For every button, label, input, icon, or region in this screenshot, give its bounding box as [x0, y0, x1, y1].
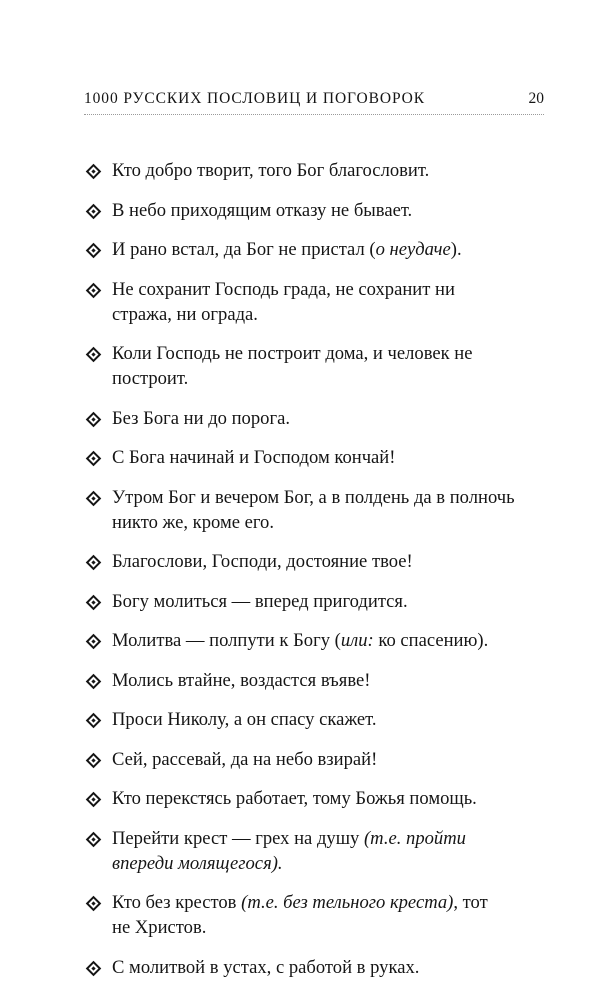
- proverb-text: [112, 707, 546, 732]
- proverb-item: [86, 341, 546, 391]
- proverb-text-part: Не сохранит Господь града, не сохранит ни стража, ни ограда.: [112, 278, 455, 325]
- diamond-bullet-icon: [86, 451, 102, 467]
- proverb-note: о неудаче: [375, 239, 451, 260]
- proverb-list: [86, 158, 546, 994]
- proverb-text: [112, 198, 546, 223]
- proverb-item: [86, 549, 546, 574]
- diamond-bullet-icon: [86, 490, 102, 506]
- proverb-item: [86, 237, 546, 262]
- proverb-text-part: Кто добро творит, того Бог благословит.: [112, 160, 430, 181]
- proverb-text: [112, 786, 546, 811]
- proverb-text-part: ).: [450, 239, 462, 260]
- diamond-bullet-icon: [86, 243, 102, 259]
- proverb-text: [112, 406, 546, 431]
- header-divider: [84, 114, 544, 115]
- proverb-text-part: В небо приходящим отказу не бывает.: [112, 199, 413, 221]
- diamond-bullet-icon: [86, 203, 102, 219]
- proverb-text: [112, 628, 546, 653]
- diamond-bullet-icon: [86, 752, 102, 768]
- proverb-item: [86, 668, 546, 693]
- proverb-text-part: Кто без крестов: [112, 892, 242, 913]
- proverb-text-part: С Бога начинай и Господом кончай!: [112, 447, 396, 468]
- diamond-bullet-icon: [86, 411, 102, 427]
- proverb-text: [112, 158, 546, 183]
- proverb-item: [86, 747, 546, 772]
- diamond-bullet-icon: [86, 896, 102, 912]
- diamond-bullet-icon: [86, 594, 102, 610]
- proverb-text-part: Перейти крест — грех на душу: [112, 827, 364, 849]
- proverb-text: [112, 277, 546, 327]
- proverb-text-part: Утром Бог и вечером Бог, а в полдень да в полночь никто же, кроме его.: [112, 486, 515, 533]
- proverb-item: [86, 589, 546, 614]
- proverb-item: [86, 628, 546, 653]
- proverb-item: [86, 955, 546, 980]
- proverb-item: [86, 485, 546, 535]
- running-title: 1000 РУССКИХ ПОСЛОВИЦ И ПОГОВОРОК: [84, 90, 425, 107]
- proverb-item: [86, 826, 546, 876]
- proverb-text-part: ко спасению).: [373, 630, 489, 651]
- proverb-text: [112, 589, 546, 614]
- proverb-text-part: Проси Николу, а он спасу скажет.: [112, 709, 377, 730]
- proverb-text-part: Молитва — полпути к Богу (: [112, 630, 341, 651]
- proverb-note: или:: [340, 630, 374, 651]
- proverb-text-part: Без Бога ни до порога.: [112, 407, 290, 429]
- proverb-text-part: Кто перекстясь работает, тому Божья помощь.: [112, 788, 477, 809]
- proverb-text-part: Богу молиться — вперед пригодится.: [112, 590, 408, 612]
- proverb-text: [112, 668, 546, 693]
- diamond-bullet-icon: [86, 713, 102, 729]
- page-header: [84, 90, 544, 114]
- diamond-bullet-icon: [86, 282, 102, 298]
- diamond-bullet-icon: [86, 792, 102, 808]
- proverb-item: [86, 707, 546, 732]
- diamond-bullet-icon: [86, 960, 102, 976]
- proverb-item: [86, 198, 546, 223]
- page-number: 20: [528, 90, 544, 107]
- proverb-text: [112, 826, 546, 876]
- proverb-text: [112, 445, 546, 470]
- proverb-text: [112, 237, 546, 262]
- proverb-note: (т.е. без тельного креста): [241, 892, 454, 913]
- diamond-bullet-icon: [86, 831, 102, 847]
- proverb-text-part: , тот не Христов.: [112, 892, 488, 938]
- proverb-text-part: Благослови, Господи, достояние твое!: [112, 551, 413, 572]
- proverb-text: [112, 747, 546, 772]
- proverb-text: [112, 549, 546, 574]
- diamond-bullet-icon: [86, 164, 102, 180]
- proverb-text-part: С молитвой в устах, с работой в руках.: [112, 956, 420, 978]
- proverb-text: [112, 890, 546, 940]
- proverb-item: [86, 406, 546, 431]
- proverb-text: [112, 485, 546, 535]
- proverb-item: [86, 158, 546, 183]
- proverb-text-part: Молись втайне, воздастся въяве!: [112, 669, 371, 691]
- proverb-text-part: И рано встал, да Бог не пристал (: [112, 239, 376, 260]
- proverb-item: [86, 277, 546, 327]
- proverb-text: [112, 341, 546, 391]
- proverb-text: [112, 955, 546, 980]
- proverb-text-part: Сей, рассевай, да на небо взирай!: [112, 748, 378, 770]
- diamond-bullet-icon: [86, 347, 102, 363]
- proverb-text-part: Коли Господь не построит дома, и человек не построит.: [112, 343, 473, 389]
- diamond-bullet-icon: [86, 634, 102, 650]
- proverb-item: [86, 445, 546, 470]
- proverb-item: [86, 890, 546, 940]
- proverb-note: (т.е. пройти впереди молящегося).: [112, 827, 466, 874]
- proverb-item: [86, 786, 546, 811]
- diamond-bullet-icon: [86, 673, 102, 689]
- diamond-bullet-icon: [86, 555, 102, 571]
